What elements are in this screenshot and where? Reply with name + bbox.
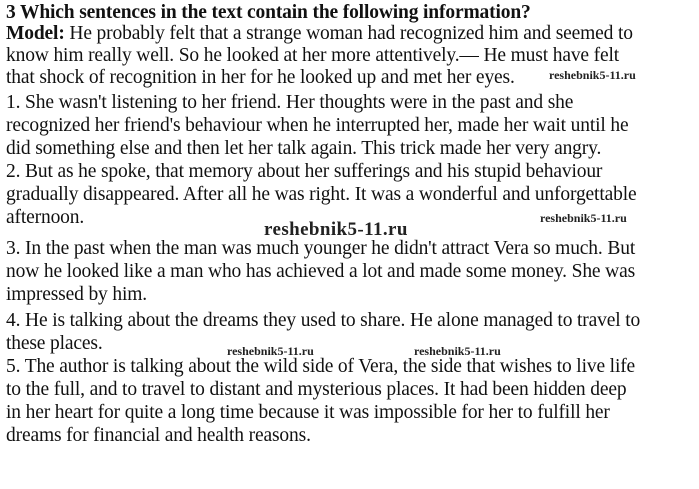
exercise-heading: 3 Which sentences in the text contain the following information? bbox=[6, 2, 531, 23]
item-1-line-2: recognized her friend's behaviour when he interrupted her, made her wait until he bbox=[6, 115, 629, 136]
watermark-text: reshebnik5-11.ru bbox=[264, 219, 408, 240]
model-text-1: He probably felt that a strange woman had recognized him and seemed to bbox=[64, 23, 633, 44]
item-4-line-1: 4. He is talking about the dreams they used to share. He alone managed to travel to bbox=[6, 310, 641, 331]
model-label: Model: bbox=[6, 23, 65, 44]
item-2-line-2: gradually disappeared. After all he was right. It was a wonderful and unforgettable bbox=[6, 184, 637, 205]
watermark-text: reshebnik5-11.ru bbox=[227, 344, 314, 358]
item-1-line-3: did something else and then let her talk again. This trick made her very angry. bbox=[6, 138, 602, 159]
model-line-3: that shock of recognition in her for he looked up and met her eyes. bbox=[6, 67, 515, 88]
item-5-line-1: 5. The author is talking about the wild side of Vera, the side that wishes to live life bbox=[6, 356, 636, 377]
item-5-line-2: to the full, and to travel to distant and mysterious places. It had been hidden deep bbox=[6, 379, 627, 400]
item-5-line-4: dreams for financial and health reasons. bbox=[6, 425, 311, 446]
item-3-line-1: 3. In the past when the man was much younger he didn't attract Vera so much. But bbox=[6, 238, 636, 259]
watermark-text: reshebnik5-11.ru bbox=[549, 68, 636, 82]
item-5-line-3: in her heart for quite a long time because it was impossible for her to fulfill her bbox=[6, 402, 610, 423]
item-2-line-1: 2. But as he spoke, that memory about her sufferings and his stupid behaviour bbox=[6, 161, 603, 182]
item-2-line-3: afternoon. bbox=[6, 207, 85, 228]
model-line-1 bbox=[6, 23, 633, 45]
watermark-text: reshebnik5-11.ru bbox=[540, 211, 627, 225]
watermark-text: reshebnik5-11.ru bbox=[414, 344, 501, 358]
item-3-line-2: now he looked like a man who has achieved a lot and made some money. She was bbox=[6, 261, 636, 282]
item-1-line-1: 1. She wasn't listening to her friend. Her thoughts were in the past and she bbox=[6, 92, 574, 113]
model-line-2: know him really well. So he looked at her more attentively.— He must have felt bbox=[6, 45, 620, 66]
item-3-line-3: impressed by him. bbox=[6, 284, 147, 305]
item-4-line-2: these places. bbox=[6, 333, 103, 354]
